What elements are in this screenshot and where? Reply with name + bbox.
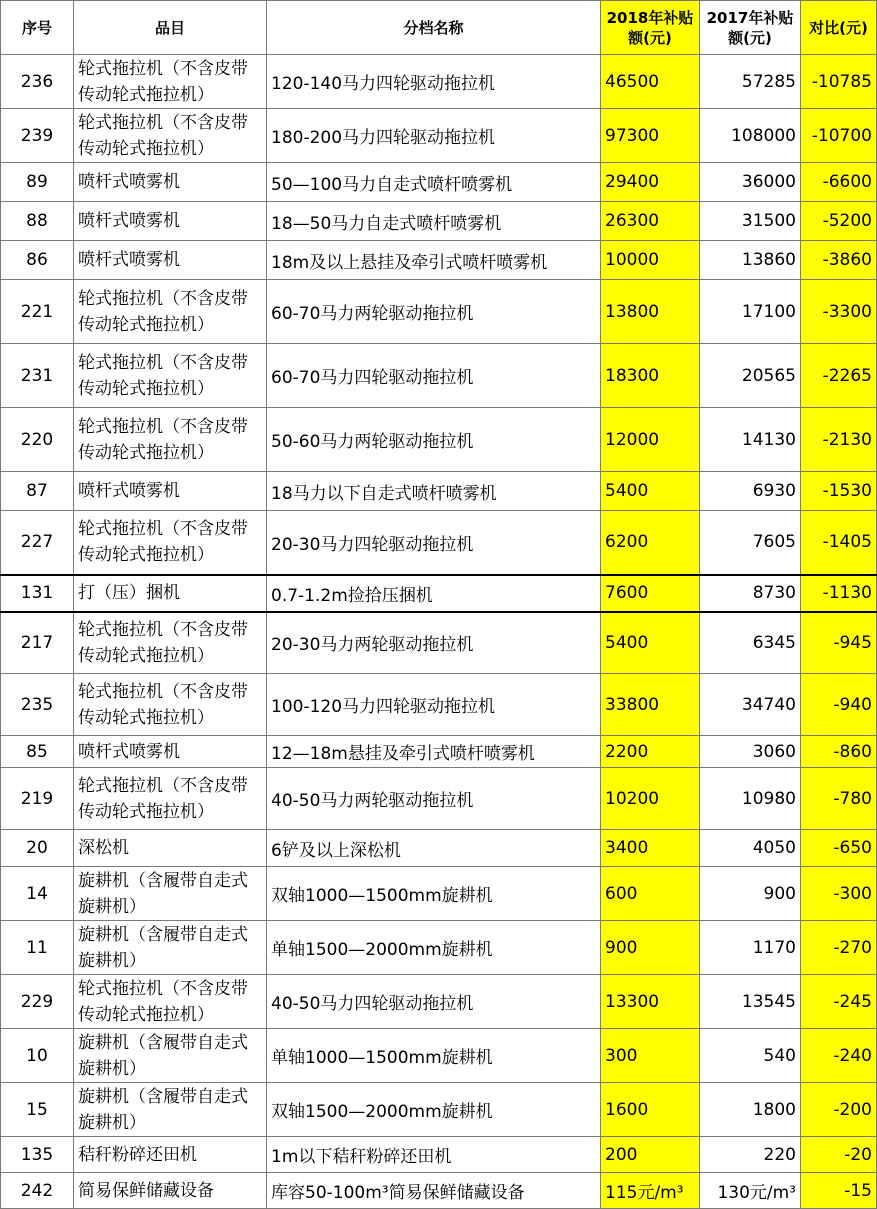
row-item: 旋耕机（含履带自走式旋耕机） [74, 1029, 267, 1083]
row-2017-subsidy: 6345 [700, 612, 801, 674]
row-difference: -945 [801, 612, 877, 674]
row-2017-subsidy: 36000 [700, 163, 801, 202]
row-item: 轮式拖拉机（不含皮带传动轮式拖拉机） [74, 344, 267, 408]
row-id: 10 [1, 1029, 74, 1083]
row-difference: -3860 [801, 241, 877, 280]
row-spec: 1m以下秸秆粉碎还田机 [267, 1137, 601, 1173]
row-difference: -6600 [801, 163, 877, 202]
row-2018-subsidy: 7600 [601, 575, 700, 612]
row-spec: 60-70马力两轮驱动拖拉机 [267, 280, 601, 344]
row-2017-subsidy: 34740 [700, 674, 801, 736]
row-item: 轮式拖拉机（不含皮带传动轮式拖拉机） [74, 55, 267, 109]
row-difference: -240 [801, 1029, 877, 1083]
row-2017-subsidy: 13860 [700, 241, 801, 280]
table-row [1, 344, 877, 408]
row-item: 秸秆粉碎还田机 [74, 1137, 267, 1173]
row-item: 喷杆式喷雾机 [74, 472, 267, 511]
row-id: 15 [1, 1083, 74, 1137]
row-id: 11 [1, 921, 74, 975]
table-body [1, 55, 877, 1209]
table-row [1, 975, 877, 1029]
row-2018-subsidy: 46500 [601, 55, 700, 109]
row-2018-subsidy: 29400 [601, 163, 700, 202]
row-spec: 双轴1000—1500mm旋耕机 [267, 867, 601, 921]
row-item: 轮式拖拉机（不含皮带传动轮式拖拉机） [74, 109, 267, 163]
row-spec: 双轴1500—2000mm旋耕机 [267, 1083, 601, 1137]
row-2017-subsidy: 13545 [700, 975, 801, 1029]
row-2017-subsidy: 3060 [700, 736, 801, 768]
row-2018-subsidy: 13300 [601, 975, 700, 1029]
table-row [1, 1083, 877, 1137]
row-2017-subsidy: 17100 [700, 280, 801, 344]
row-difference: -20 [801, 1137, 877, 1173]
row-2018-subsidy: 200 [601, 1137, 700, 1173]
row-2017-subsidy: 1800 [700, 1083, 801, 1137]
row-2018-subsidy: 18300 [601, 344, 700, 408]
table-row [1, 202, 877, 241]
row-difference: -270 [801, 921, 877, 975]
table-row [1, 408, 877, 472]
row-item: 旋耕机（含履带自走式旋耕机） [74, 1083, 267, 1137]
row-difference: -860 [801, 736, 877, 768]
row-2017-subsidy: 130元/m³ [700, 1173, 801, 1209]
row-2018-subsidy: 6200 [601, 511, 700, 575]
header-difference: 对比(元) [801, 1, 877, 55]
row-difference: -245 [801, 975, 877, 1029]
row-2017-subsidy: 8730 [700, 575, 801, 612]
row-2018-subsidy: 5400 [601, 472, 700, 511]
row-item: 打（压）捆机 [74, 575, 267, 612]
row-spec: 库容50-100m³简易保鲜储藏设备 [267, 1173, 601, 1209]
row-difference: -10785 [801, 55, 877, 109]
header-item: 品目 [74, 1, 267, 55]
row-id: 221 [1, 280, 74, 344]
row-id: 87 [1, 472, 74, 511]
row-id: 227 [1, 511, 74, 575]
row-2018-subsidy: 10200 [601, 768, 700, 830]
row-difference: -300 [801, 867, 877, 921]
row-difference: -5200 [801, 202, 877, 241]
table-row [1, 109, 877, 163]
row-2018-subsidy: 5400 [601, 612, 700, 674]
row-id: 219 [1, 768, 74, 830]
row-spec: 6铲及以上深松机 [267, 830, 601, 867]
table-row [1, 612, 877, 674]
table-row [1, 511, 877, 575]
row-difference: -3300 [801, 280, 877, 344]
row-2018-subsidy: 300 [601, 1029, 700, 1083]
row-id: 88 [1, 202, 74, 241]
table-row [1, 1173, 877, 1209]
row-item: 轮式拖拉机（不含皮带传动轮式拖拉机） [74, 768, 267, 830]
row-spec: 120-140马力四轮驱动拖拉机 [267, 55, 601, 109]
header-spec: 分档名称 [267, 1, 601, 55]
row-2018-subsidy: 900 [601, 921, 700, 975]
row-spec: 40-50马力四轮驱动拖拉机 [267, 975, 601, 1029]
row-item: 喷杆式喷雾机 [74, 736, 267, 768]
row-id: 229 [1, 975, 74, 1029]
row-item: 喷杆式喷雾机 [74, 163, 267, 202]
row-2017-subsidy: 220 [700, 1137, 801, 1173]
row-2018-subsidy: 600 [601, 867, 700, 921]
row-2017-subsidy: 4050 [700, 830, 801, 867]
header-2018-subsidy: 2018年补贴额(元) [601, 1, 700, 55]
row-spec: 60-70马力四轮驱动拖拉机 [267, 344, 601, 408]
table-row [1, 830, 877, 867]
row-2018-subsidy: 12000 [601, 408, 700, 472]
row-item: 轮式拖拉机（不含皮带传动轮式拖拉机） [74, 280, 267, 344]
row-2017-subsidy: 31500 [700, 202, 801, 241]
row-id: 231 [1, 344, 74, 408]
table-row [1, 921, 877, 975]
row-difference: -1130 [801, 575, 877, 612]
row-item: 轮式拖拉机（不含皮带传动轮式拖拉机） [74, 511, 267, 575]
header-id: 序号 [1, 1, 74, 55]
row-2018-subsidy: 1600 [601, 1083, 700, 1137]
row-2018-subsidy: 3400 [601, 830, 700, 867]
row-2017-subsidy: 14130 [700, 408, 801, 472]
row-spec: 180-200马力四轮驱动拖拉机 [267, 109, 601, 163]
row-2017-subsidy: 108000 [700, 109, 801, 163]
row-spec: 18m及以上悬挂及牵引式喷杆喷雾机 [267, 241, 601, 280]
table-row [1, 55, 877, 109]
row-id: 236 [1, 55, 74, 109]
row-2018-subsidy: 2200 [601, 736, 700, 768]
row-id: 89 [1, 163, 74, 202]
row-2017-subsidy: 7605 [700, 511, 801, 575]
row-item: 轮式拖拉机（不含皮带传动轮式拖拉机） [74, 408, 267, 472]
row-spec: 50—100马力自走式喷杆喷雾机 [267, 163, 601, 202]
row-id: 131 [1, 575, 74, 612]
row-2018-subsidy: 97300 [601, 109, 700, 163]
row-2018-subsidy: 33800 [601, 674, 700, 736]
row-id: 239 [1, 109, 74, 163]
table-row [1, 1029, 877, 1083]
table-row [1, 768, 877, 830]
row-item: 喷杆式喷雾机 [74, 202, 267, 241]
table-row [1, 736, 877, 768]
row-spec: 18马力以下自走式喷杆喷雾机 [267, 472, 601, 511]
row-2017-subsidy: 10980 [700, 768, 801, 830]
row-id: 235 [1, 674, 74, 736]
row-2017-subsidy: 900 [700, 867, 801, 921]
table-row [1, 280, 877, 344]
row-item: 轮式拖拉机（不含皮带传动轮式拖拉机） [74, 612, 267, 674]
row-id: 217 [1, 612, 74, 674]
row-spec: 单轴1000—1500mm旋耕机 [267, 1029, 601, 1083]
table-row [1, 674, 877, 736]
row-2018-subsidy: 10000 [601, 241, 700, 280]
row-2017-subsidy: 6930 [700, 472, 801, 511]
row-item: 轮式拖拉机（不含皮带传动轮式拖拉机） [74, 674, 267, 736]
row-item: 喷杆式喷雾机 [74, 241, 267, 280]
row-difference: -940 [801, 674, 877, 736]
row-difference: -10700 [801, 109, 877, 163]
row-id: 86 [1, 241, 74, 280]
row-spec: 20-30马力四轮驱动拖拉机 [267, 511, 601, 575]
table-row [1, 1137, 877, 1173]
row-spec: 18—50马力自走式喷杆喷雾机 [267, 202, 601, 241]
table-row [1, 575, 877, 612]
header-row [1, 1, 877, 55]
row-spec: 50-60马力两轮驱动拖拉机 [267, 408, 601, 472]
row-2017-subsidy: 57285 [700, 55, 801, 109]
row-2017-subsidy: 1170 [700, 921, 801, 975]
row-difference: -650 [801, 830, 877, 867]
table-row [1, 472, 877, 511]
row-difference: -15 [801, 1173, 877, 1209]
row-2017-subsidy: 540 [700, 1029, 801, 1083]
row-2018-subsidy: 26300 [601, 202, 700, 241]
row-difference: -1530 [801, 472, 877, 511]
table-row [1, 241, 877, 280]
row-id: 20 [1, 830, 74, 867]
row-item: 简易保鲜储藏设备 [74, 1173, 267, 1209]
row-id: 242 [1, 1173, 74, 1209]
row-spec: 0.7-1.2m捡拾压捆机 [267, 575, 601, 612]
row-id: 14 [1, 867, 74, 921]
row-item: 深松机 [74, 830, 267, 867]
table-row [1, 163, 877, 202]
row-item: 旋耕机（含履带自走式旋耕机） [74, 921, 267, 975]
row-id: 220 [1, 408, 74, 472]
row-difference: -200 [801, 1083, 877, 1137]
table-row [1, 867, 877, 921]
row-spec: 40-50马力两轮驱动拖拉机 [267, 768, 601, 830]
row-item: 旋耕机（含履带自走式旋耕机） [74, 867, 267, 921]
row-difference: -2130 [801, 408, 877, 472]
row-spec: 单轴1500—2000mm旋耕机 [267, 921, 601, 975]
row-spec: 100-120马力四轮驱动拖拉机 [267, 674, 601, 736]
header-2017-subsidy: 2017年补贴额(元) [700, 1, 801, 55]
row-difference: -1405 [801, 511, 877, 575]
row-difference: -2265 [801, 344, 877, 408]
row-2017-subsidy: 20565 [700, 344, 801, 408]
row-2018-subsidy: 13800 [601, 280, 700, 344]
row-item: 轮式拖拉机（不含皮带传动轮式拖拉机） [74, 975, 267, 1029]
row-id: 85 [1, 736, 74, 768]
row-2018-subsidy: 115元/m³ [601, 1173, 700, 1209]
row-spec: 12—18m悬挂及牵引式喷杆喷雾机 [267, 736, 601, 768]
row-spec: 20-30马力两轮驱动拖拉机 [267, 612, 601, 674]
row-id: 135 [1, 1137, 74, 1173]
row-difference: -780 [801, 768, 877, 830]
